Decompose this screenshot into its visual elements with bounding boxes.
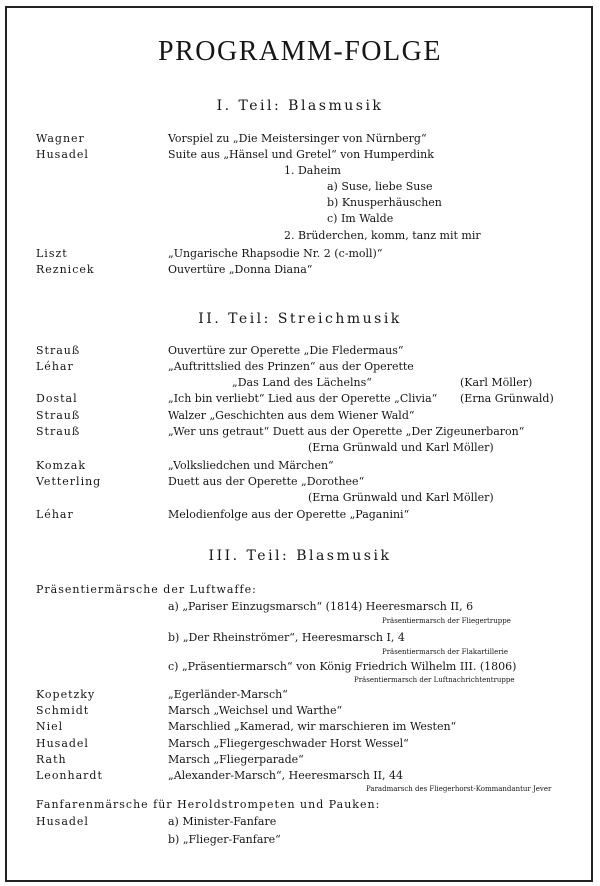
composer: Strauß	[36, 344, 81, 357]
section-heading-part1: I. Teil: Blasmusik	[216, 98, 384, 114]
work-title: Vorspiel zu „Die Meistersinger von Nürnberg“	[168, 132, 427, 145]
composer: Husadel	[36, 815, 89, 828]
composer: Komzak	[36, 459, 86, 472]
composer: Kopetzky	[36, 688, 96, 701]
work-title: Marsch „Fliegergeschwader Horst Wessel“	[168, 737, 409, 750]
work-title: Walzer „Geschichten aus dem Wiener Wald“	[168, 409, 415, 422]
suite-item: a) Suse, liebe Suse	[327, 180, 433, 193]
fanfare-item: b) „Flieger-Fanfare“	[168, 833, 281, 846]
fanfare-item: a) Minister-Fanfare	[168, 815, 277, 828]
suite-item: c) Im Walde	[327, 212, 394, 225]
composer: Husadel	[36, 737, 89, 750]
work-title: Marschlied „Kamerad, wir marschieren im Westen“	[168, 720, 457, 733]
march-note: Präsentiermarsch der Fliegertruppe	[382, 617, 511, 625]
composer: Leonhardt	[36, 769, 103, 782]
work-title: „Wer uns getraut“ Duett aus der Operette „Der Zigeunerbaron“	[168, 425, 525, 438]
fanfare-group-heading: Fanfarenmärsche für Heroldstrompeten und Pauken:	[36, 798, 381, 811]
performer: (Erna Grünwald)	[460, 392, 554, 405]
work-title: „Volksliedchen und Märchen“	[168, 459, 334, 472]
section-heading-part2: II. Teil: Streichmusik	[198, 311, 402, 327]
performer: (Erna Grünwald und Karl Möller)	[308, 491, 494, 504]
suite-item: b) Knusperhäuschen	[327, 196, 442, 209]
work-title: „Ungarische Rhapsodie Nr. 2 (c-moll)“	[168, 247, 383, 260]
work-title: Duett aus der Operette „Dorothee“	[168, 475, 365, 488]
work-title: „Alexander-Marsch“, Heeresmarsch II, 44	[168, 769, 403, 782]
march-note: Paradmarsch des Fliegerhorst-Kommandantur Jever	[366, 785, 552, 793]
work-title: „Auftrittslied des Prinzen“ aus der Operette	[168, 360, 414, 373]
work-title: „Ich bin verliebt“ Lied aus der Operette „Clivia“	[168, 392, 438, 405]
composer: Rath	[36, 753, 67, 766]
composer: Léhar	[36, 360, 74, 373]
work-title: Suite aus „Hänsel und Gretel“ von Humperdink	[168, 148, 434, 161]
composer: Strauß	[36, 409, 81, 422]
composer: Vetterling	[36, 475, 102, 488]
march-item: b) „Der Rheinströmer“, Heeresmarsch I, 4	[168, 631, 405, 644]
march-group-heading: Präsentiermärsche der Luftwaffe:	[36, 583, 257, 596]
composer: Léhar	[36, 508, 74, 521]
march-item: a) „Pariser Einzugsmarsch“ (1814) Heeresmarsch II, 6	[168, 600, 474, 613]
work-title: Marsch „Fliegerparade“	[168, 753, 304, 766]
work-title-continued: „Das Land des Lächelns“	[232, 376, 372, 389]
performer: (Erna Grünwald und Karl Möller)	[308, 441, 494, 454]
performer: (Karl Möller)	[460, 376, 533, 389]
march-note: Präsentiermarsch der Luftnachrichtentruppe	[354, 676, 515, 684]
work-title: Melodienfolge aus der Operette „Paganini“	[168, 508, 410, 521]
composer: Husadel	[36, 148, 89, 161]
section-heading-part3: III. Teil: Blasmusik	[208, 548, 392, 564]
march-note: Präsentiermarsch der Flakartillerie	[382, 648, 509, 656]
work-title: Ouvertüre zur Operette „Die Fledermaus“	[168, 344, 404, 357]
composer: Wagner	[36, 132, 85, 145]
work-title: Marsch „Weichsel und Warthe“	[168, 704, 343, 717]
work-title: Ouvertüre „Donna Diana“	[168, 263, 313, 276]
suite-item: 2. Brüderchen, komm, tanz mit mir	[284, 229, 481, 242]
composer: Niel	[36, 720, 64, 733]
page-title: PROGRAMM-FOLGE	[158, 36, 442, 67]
work-title: „Egerländer-Marsch“	[168, 688, 288, 701]
composer: Reznicek	[36, 263, 95, 276]
composer: Liszt	[36, 247, 68, 260]
composer: Schmidt	[36, 704, 90, 717]
composer: Dostal	[36, 392, 78, 405]
march-item: c) „Präsentiermarsch“ von König Friedrich Wilhelm III. (1806)	[168, 660, 517, 673]
composer: Strauß	[36, 425, 81, 438]
suite-item: 1. Daheim	[284, 164, 341, 177]
